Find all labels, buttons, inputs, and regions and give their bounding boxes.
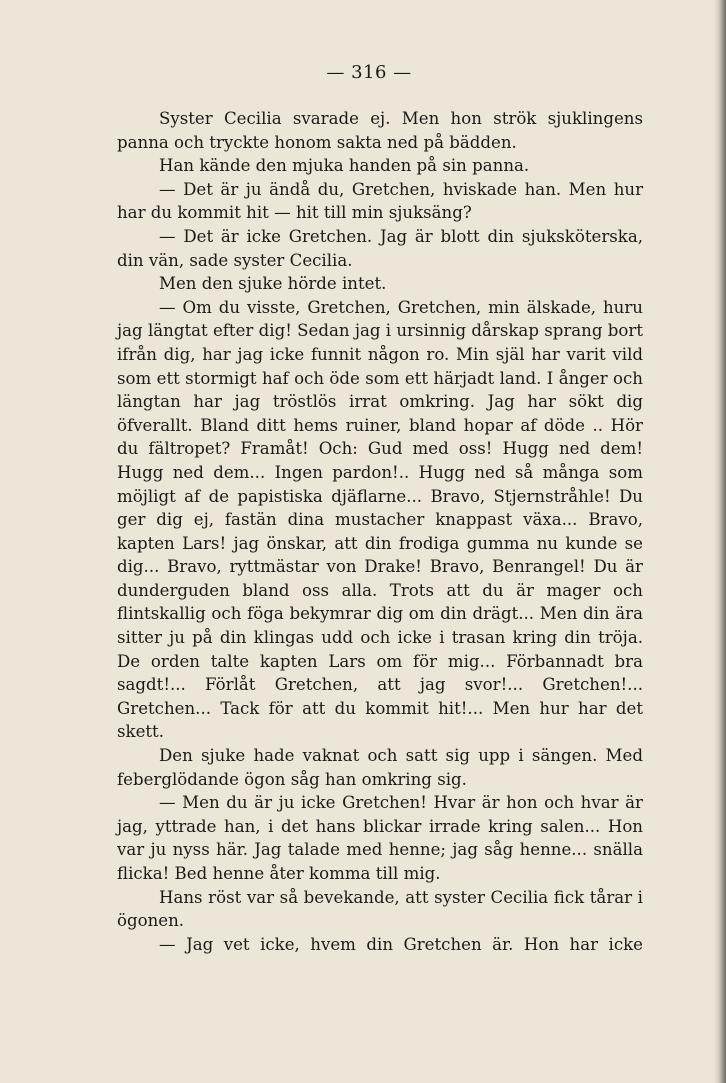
- paragraph: — Det är ju ändå du, Gretchen, hviskade han. Men hur har du kommit hit — hit till min sjuksäng?: [117, 179, 643, 223]
- paragraph: — Om du visste, Gretchen, Gretchen, min älskade, huru jag längtat efter dig! Sedan jag i ursinnig dårskap sprang bort ifrån dig, har jag icke funnit någon ro. Min själ har varit vild som ett stormigt haf och öde som ett härjadt land. I ånger och längtan har jag tröstlös irrat omkring. Jag har sökt dig öfverallt. Bland ditt hems ruiner, bland hopar af döde .. Hör du fältropet? Framåt! Och: Gud med oss! Hugg ned dem! Hugg ned dem... Ingen pardon!.. Hugg ned så många som möjligt af de papistiska djäflarne... Bravo, Stjernstråhle! Du ger dig ej, fastän dina mustacher knappast växa... Bravo, kapten Lars! jag önskar, att din frodiga gumma nu kunde se dig... Bravo, ryttmästar von Drake! Bravo, Benrangel! Du är dunderguden bland oss alla. Trots att du är mager och flintskallig och föga bekymrar dig om din drägt... Men din ära sitter ju på din klingas udd och icke i trasan kring din tröja. De orden talte kapten Lars om för mig... Förbannadt bra sagdt!... Förlåt Gretchen, att jag svor!... Gretchen!... Gretchen... Tack för att du kommit hit!... Men hur har det skett.: [117, 297, 643, 742]
- paragraph: Den sjuke hade vaknat och satt sig upp i sängen. Med feberglödande ögon såg han omkring sig.: [117, 746, 643, 789]
- paragraph: Syster Cecilia svarade ej. Men hon strök sjuklingens panna och tryckte honom sakta ned på bädden.: [117, 109, 643, 152]
- paragraph: — Det är icke Gretchen. Jag är blott din sjuksköterska, din vän, sade syster Cecilia.: [117, 226, 643, 270]
- paragraph: Hans röst var så bevekande, att syster Cecilia fick tårar i ögonen.: [117, 887, 643, 931]
- page-number: — 316 —: [326, 62, 412, 83]
- page-edge-shadow: [714, 0, 726, 1083]
- paragraph: Han kände den mjuka handen på sin panna.: [159, 156, 530, 176]
- paragraph: — Jag vet icke, hvem din Gretchen är. Hon har icke: [159, 934, 643, 954]
- paragraph: Men den sjuke hörde intet.: [159, 274, 387, 294]
- paragraph: — Men du är ju icke Gretchen! Hvar är hon och hvar är jag, yttrade han, i det hans blickar irrade kring salen... Hon var ju nyss här. Jag talade med henne; jag såg henne... snälla flicka! Bed henne åter komma till mig.: [117, 793, 643, 883]
- body-text: [117, 107, 643, 956]
